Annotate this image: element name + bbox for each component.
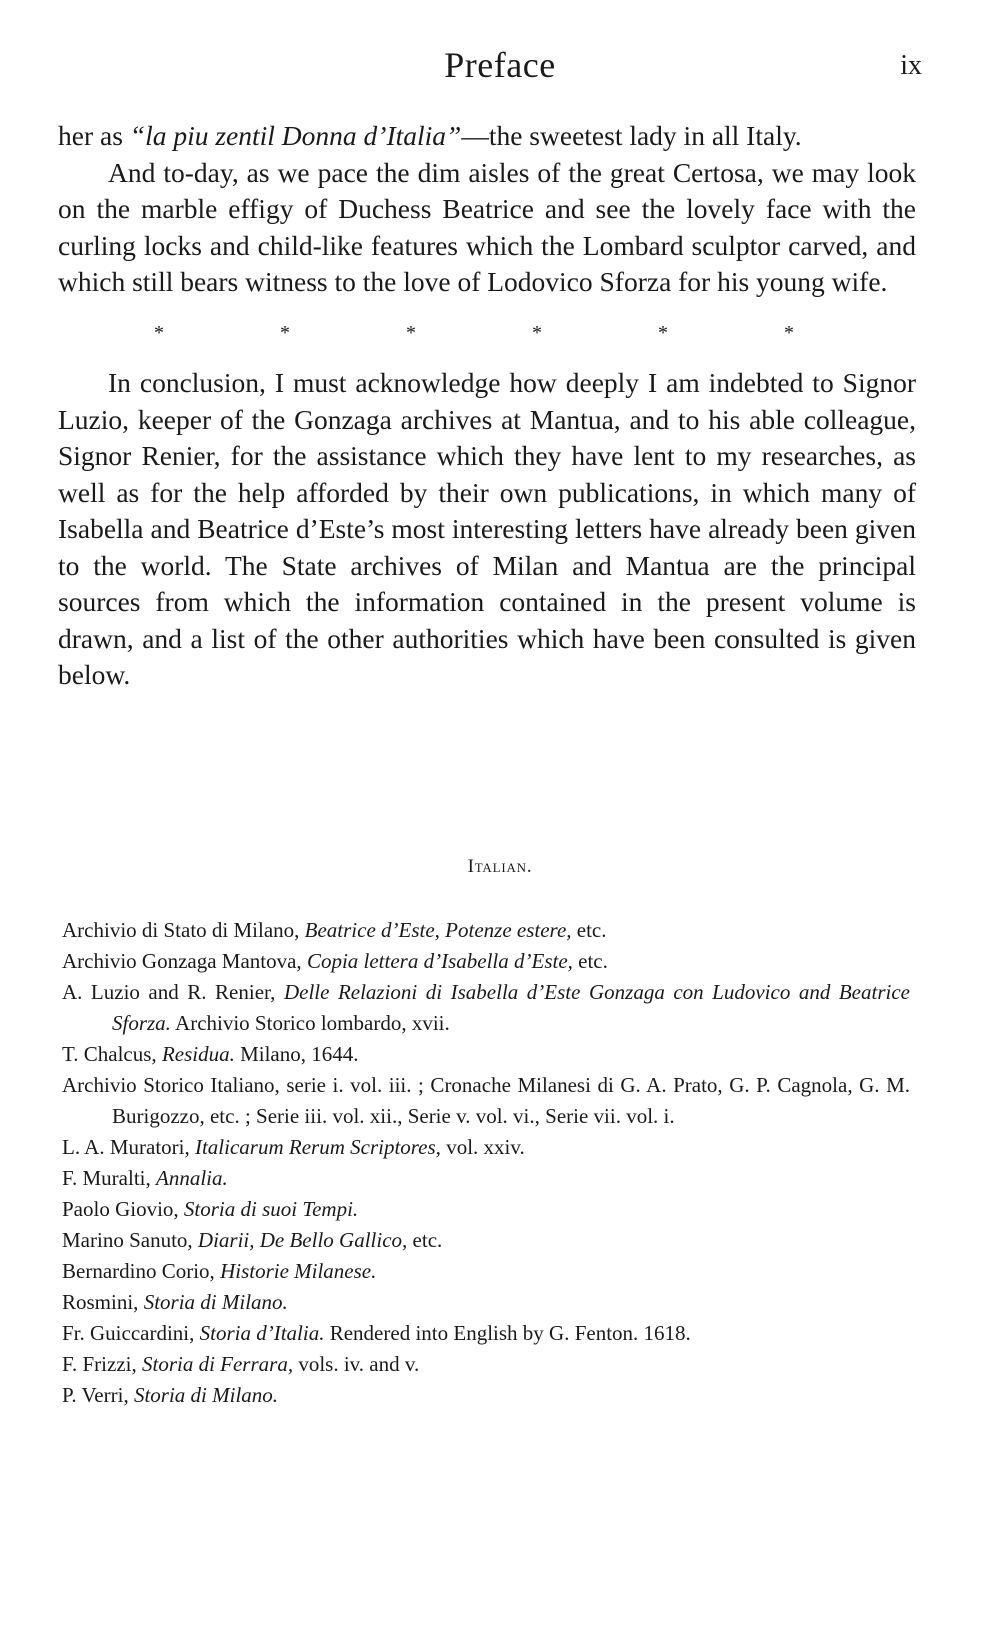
asterisk: * — [280, 321, 290, 344]
entry-title: Storia di Milano. — [143, 1290, 288, 1314]
entry-author: Rosmini, — [62, 1290, 144, 1314]
bibliography-entry — [62, 1039, 910, 1070]
entry-title: Storia di Milano. — [133, 1383, 279, 1407]
bibliography-entry — [62, 1256, 910, 1287]
bibliography-entry — [62, 1318, 910, 1349]
bibliography-list — [62, 915, 910, 1411]
bibliography-entry — [62, 915, 910, 946]
entry-rest: etc. — [572, 949, 608, 973]
entry-author: Fr. Guiccardini, — [62, 1321, 200, 1345]
entry-rest: vol. xxiv. — [440, 1135, 525, 1159]
entry-author: P. Verri, — [62, 1383, 134, 1407]
bibliography-entry — [62, 977, 910, 1039]
entry-rest: Archivio Storico lombardo, xvii. — [170, 1011, 450, 1035]
entry-author: Marino Sanuto, — [62, 1228, 198, 1252]
entry-author: Bernardino Corio, — [62, 1259, 221, 1283]
running-title: Preface — [444, 45, 556, 85]
entry-title: Storia di suoi Tempi. — [183, 1197, 359, 1221]
entry-title: Italicarum Rerum Scriptores, — [194, 1135, 441, 1159]
bibliography-heading: Italian. — [467, 856, 533, 877]
section-break-asterisks — [154, 315, 794, 352]
paragraph-1 — [58, 118, 916, 155]
paragraph-1-end: —the sweetest lady in all Italy. — [461, 120, 802, 151]
asterisk: * — [532, 321, 542, 344]
entry-rest: etc. — [407, 1228, 443, 1252]
paragraph-2: And to-day, as we pace the dim aisles of the great Certosa, we may look on the marble effigy of Duchess Beatrice and see the lovely face with the curling locks and child-like features which the Lombard sculptor carved, and which still bears witness to the love of Lodovico Sforza for his young wife. — [58, 156, 916, 297]
page-header — [0, 44, 1000, 94]
entry-title: Diarii, De Bello Gallico, — [197, 1228, 408, 1252]
paragraph-3: In conclusion, I must acknowledge how deeply I am indebted to Signor Luzio, keeper of the Gonzaga archives at Mantua, and to his able colleague, Signor Renier, for the assistance which they have lent to my researches, as well as for the help afforded by their own publications, in which many of Isabella and Beatrice d’Este’s most interesting letters have already been given to the world. The State archives of Milan and Mantua are the principal sources from which the information contained in the present volume is drawn, and a list of the other authorities which have been consulted is given below. — [58, 367, 916, 690]
entry-author: Archivio Storico Italiano, serie i. vol. iii. ; Cronache Milanesi di G. A. Prato, G. P. Cagnola, G. M. Burigozzo, etc. ; Serie iii. vol. xii., Serie v. vol. vi., Serie vii. vol. i. — [62, 1073, 910, 1128]
entry-author: F. Muralti, — [62, 1166, 156, 1190]
bibliography-entry — [62, 1380, 910, 1411]
entry-author: T. Chalcus, — [62, 1042, 162, 1066]
entry-rest: Milano, 1644. — [234, 1042, 359, 1066]
bibliography-entry — [62, 1194, 910, 1225]
entry-author: A. Luzio and R. Renier, — [62, 980, 284, 1004]
entry-title: Beatrice d’Este, Potenze estere, — [304, 918, 572, 942]
entry-author: Archivio di Stato di Milano, — [62, 918, 305, 942]
entry-title: Storia di Ferrara, — [141, 1352, 294, 1376]
bibliography-entry — [62, 946, 910, 977]
bibliography-entry — [62, 1225, 910, 1256]
entry-rest: Rendered into English by G. Fenton. 1618. — [324, 1321, 691, 1345]
entry-author: L. A. Muratori, — [62, 1135, 195, 1159]
entry-author: Archivio Gonzaga Mantova, — [62, 949, 307, 973]
bibliography-entry — [62, 1070, 910, 1132]
entry-author: F. Frizzi, — [62, 1352, 142, 1376]
bibliography-entry — [62, 1132, 910, 1163]
entry-rest: etc. — [571, 918, 607, 942]
bibliography-entry — [62, 1349, 910, 1380]
page-number: ix — [900, 50, 922, 81]
italian-quote: “la piu zentil Donna d’Italia” — [129, 120, 462, 151]
bibliography-entry — [62, 1287, 910, 1318]
entry-author: Paolo Giovio, — [62, 1197, 184, 1221]
entry-title: Delle Relazioni di Isabella d’Este Gonzaga con Ludovico and Beatrice Sforza. — [112, 980, 910, 1035]
asterisk: * — [154, 321, 164, 344]
entry-title: Annalia. — [156, 1166, 228, 1190]
entry-title: Residua. — [161, 1042, 235, 1066]
asterisk: * — [784, 321, 794, 344]
paragraph-1-start: her as — [58, 120, 130, 151]
entry-title: Historie Milanese. — [220, 1259, 377, 1283]
entry-title: Storia d’Italia. — [199, 1321, 325, 1345]
entry-title: Copia lettera d’Isabella d’Este, — [306, 949, 573, 973]
entry-rest: vols. iv. and v. — [293, 1352, 420, 1376]
body-text — [58, 118, 916, 694]
asterisk: * — [406, 321, 416, 344]
bibliography-entry — [62, 1163, 910, 1194]
asterisk: * — [658, 321, 668, 344]
